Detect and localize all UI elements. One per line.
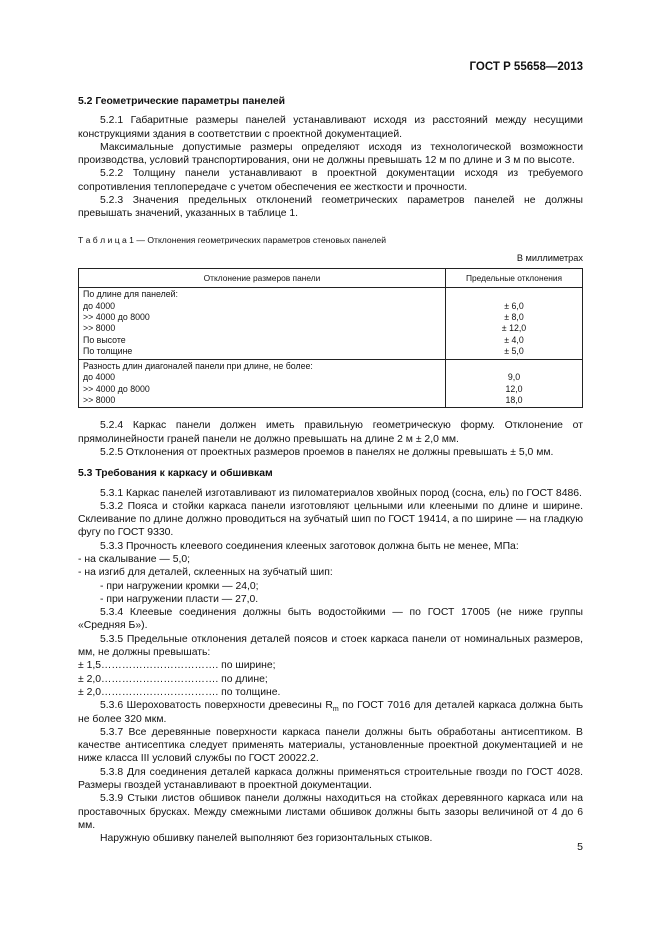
paragraph-text: по ГОСТ 7016 для деталей каркаса должна быть не более 320 мкм.: [78, 700, 584, 725]
paragraph-5-3-2: 5.3.2 Пояса и стойки каркаса панели изготовляют цельными или клееными по длине и ширине. Склеивание по длине должно проводиться на зубчатый шип по ГОСТ 19414, а по ширине — на гладкую фугу по ГОСТ 9330.: [78, 500, 583, 539]
paragraph-5-2-2: 5.2.2 Толщину панели устанавливают в проектной документации исходя из требуемого сопротивления теплопередаче с учетом обеспечения ее жесткости и прочности.: [78, 168, 583, 193]
paragraph-5-3-4: 5.3.4 Клеевые соединения должны быть водостойкими — по ГОСТ 17005 (не ниже группы «Средняя Б»).: [78, 607, 583, 632]
column-header-limits: Предельные отклонения: [446, 269, 583, 288]
paragraph-5-3-6: [78, 699, 583, 726]
tolerance-line: ± 2,0……………………………. по толщине.: [78, 686, 281, 698]
list-item: - при нагружении кромки — 24,0;: [100, 580, 259, 592]
limit-values-cell: [446, 359, 583, 408]
table-cell-text: до 4000: [83, 300, 116, 311]
table-cell-text: до 4000: [83, 372, 116, 383]
table-caption: Т а б л и ц а 1 — Отклонения геометрических параметров стеновых панелей: [78, 234, 387, 245]
paragraph-max-sizes: Максимальные допустимые размеры определяют исходя из технологической возможности производства, условий транспортирования, они не должны превышать 12 м по длине и 3 м по высоте.: [78, 141, 583, 167]
table-cell-text: По длине для панелей:: [83, 289, 179, 300]
table-row-diagonals: [79, 359, 583, 408]
table-cell-text: >> 8000: [83, 323, 116, 334]
tolerance-line: ± 1,5……………………………. по ширине;: [78, 660, 276, 672]
table-cell-text: По высоте: [83, 334, 126, 345]
section-heading-5-3: 5.3 Требования к каркасу и обшивкам: [78, 468, 273, 480]
paragraph-5-2-3: 5.2.3 Значения предельных отклонений геометрических параметров панелей не должны превышать значений, указанных в таблице 1.: [78, 195, 583, 220]
subscript-m: m: [332, 706, 339, 714]
deviation-names-cell: [79, 288, 446, 359]
paragraph-5-3-1: 5.3.1 Каркас панелей изготавливают из пиломатериалов хвойных пород (сосна, ель) по ГОСТ 8486.: [100, 487, 582, 499]
table-units: В миллиметрах: [516, 252, 583, 263]
document-body: [78, 95, 583, 846]
table-cell-value: 9,0: [507, 372, 521, 383]
paragraph-5-3-7: 5.3.7 Все деревянные поверхности каркаса панели должны быть обработаны антисептиком. В качестве антисептика следует применять материалы, установленные проектной документацией и не ниже класса III условий службы по ГОСТ 20022.2.: [78, 726, 583, 765]
section-heading-5-2: 5.2 Геометрические параметры панелей: [78, 96, 285, 107]
table-header-row: [79, 269, 583, 288]
table-cell-value: ± 12,0: [501, 323, 527, 334]
paragraph-5-3-9: 5.3.9 Стыки листов обшивок панели должны находиться на стойках деревянного каркаса или на проставочных брусках. Между смежными листами обшивок должны быть зазоры величиной от 4 до 6 мм.: [78, 793, 583, 831]
table-cell-text: Разность длин диагоналей панели при длине, не более:: [83, 360, 313, 371]
paragraph-5-2-5: 5.2.5 Отклонения от проектных размеров проемов в панелях не должны превышать ± 5,0 мм.: [100, 446, 554, 458]
standard-number: ГОСТ Р 55658—2013: [469, 61, 583, 73]
paragraph-5-2-1: 5.2.1 Габаритные размеры панелей устанавливают исходя из расстояний между несущими конструкциями здания в соответствии с проектной документацией.: [78, 115, 583, 140]
table-cell-value: ± 6,0: [504, 300, 524, 311]
limit-values-cell: [446, 288, 583, 359]
tolerance-line: ± 2,0……………………………. по длине;: [78, 673, 268, 685]
column-header-deviation: Отклонение размеров панели: [79, 269, 446, 288]
paragraph-5-2-4: 5.2.4 Каркас панели должен иметь правильную геометрическую форму. Отклонение от прямолинейности граней панели не должно превышать на длине 2 м ± 2,0 мм.: [78, 420, 583, 445]
deviation-names-cell: [79, 359, 446, 408]
table-cell-value: ± 4,0: [504, 334, 524, 345]
paragraph-5-3-3: 5.3.3 Прочность клеевого соединения клееных заготовок должна быть не менее, МПа:: [100, 540, 519, 552]
page-number: 5: [577, 841, 583, 853]
paragraph-text: 5.3.6 Шероховатость поверхности древесины R: [100, 700, 333, 712]
table-cell-text: >> 4000 до 8000: [83, 383, 150, 394]
table-cell-value: 18,0: [505, 394, 523, 405]
table-cell-text: >> 8000: [83, 394, 116, 405]
table-row-dimensions: [79, 288, 583, 359]
table-cell-value: 12,0: [505, 383, 523, 394]
deviations-table: [78, 268, 583, 408]
table-cell-value: ± 8,0: [504, 312, 524, 323]
table-cell-value: ± 5,0: [504, 346, 524, 357]
list-item: - на изгиб для деталей, склеенных на зубчатый шип:: [78, 567, 333, 579]
paragraph-outer-sheathing: Наружную обшивку панелей выполняют без горизонтальных стыков.: [100, 833, 433, 845]
paragraph-5-3-5: 5.3.5 Предельные отклонения деталей поясов и стоек каркаса панели от номинальных размеров, мм, не должны превышать:: [78, 633, 583, 659]
paragraph-5-3-8: 5.3.8 Для соединения деталей каркаса должны применяться строительные гвозди по ГОСТ 4028. Размеры гвоздей устанавливают в проектной документации.: [78, 766, 583, 792]
list-item: - на скалывание — 5,0;: [78, 554, 191, 565]
table-cell-text: По толщине: [83, 346, 133, 357]
table-cell-text: >> 4000 до 8000: [83, 312, 150, 323]
list-item: - при нагружении пласти — 27,0.: [100, 593, 259, 605]
